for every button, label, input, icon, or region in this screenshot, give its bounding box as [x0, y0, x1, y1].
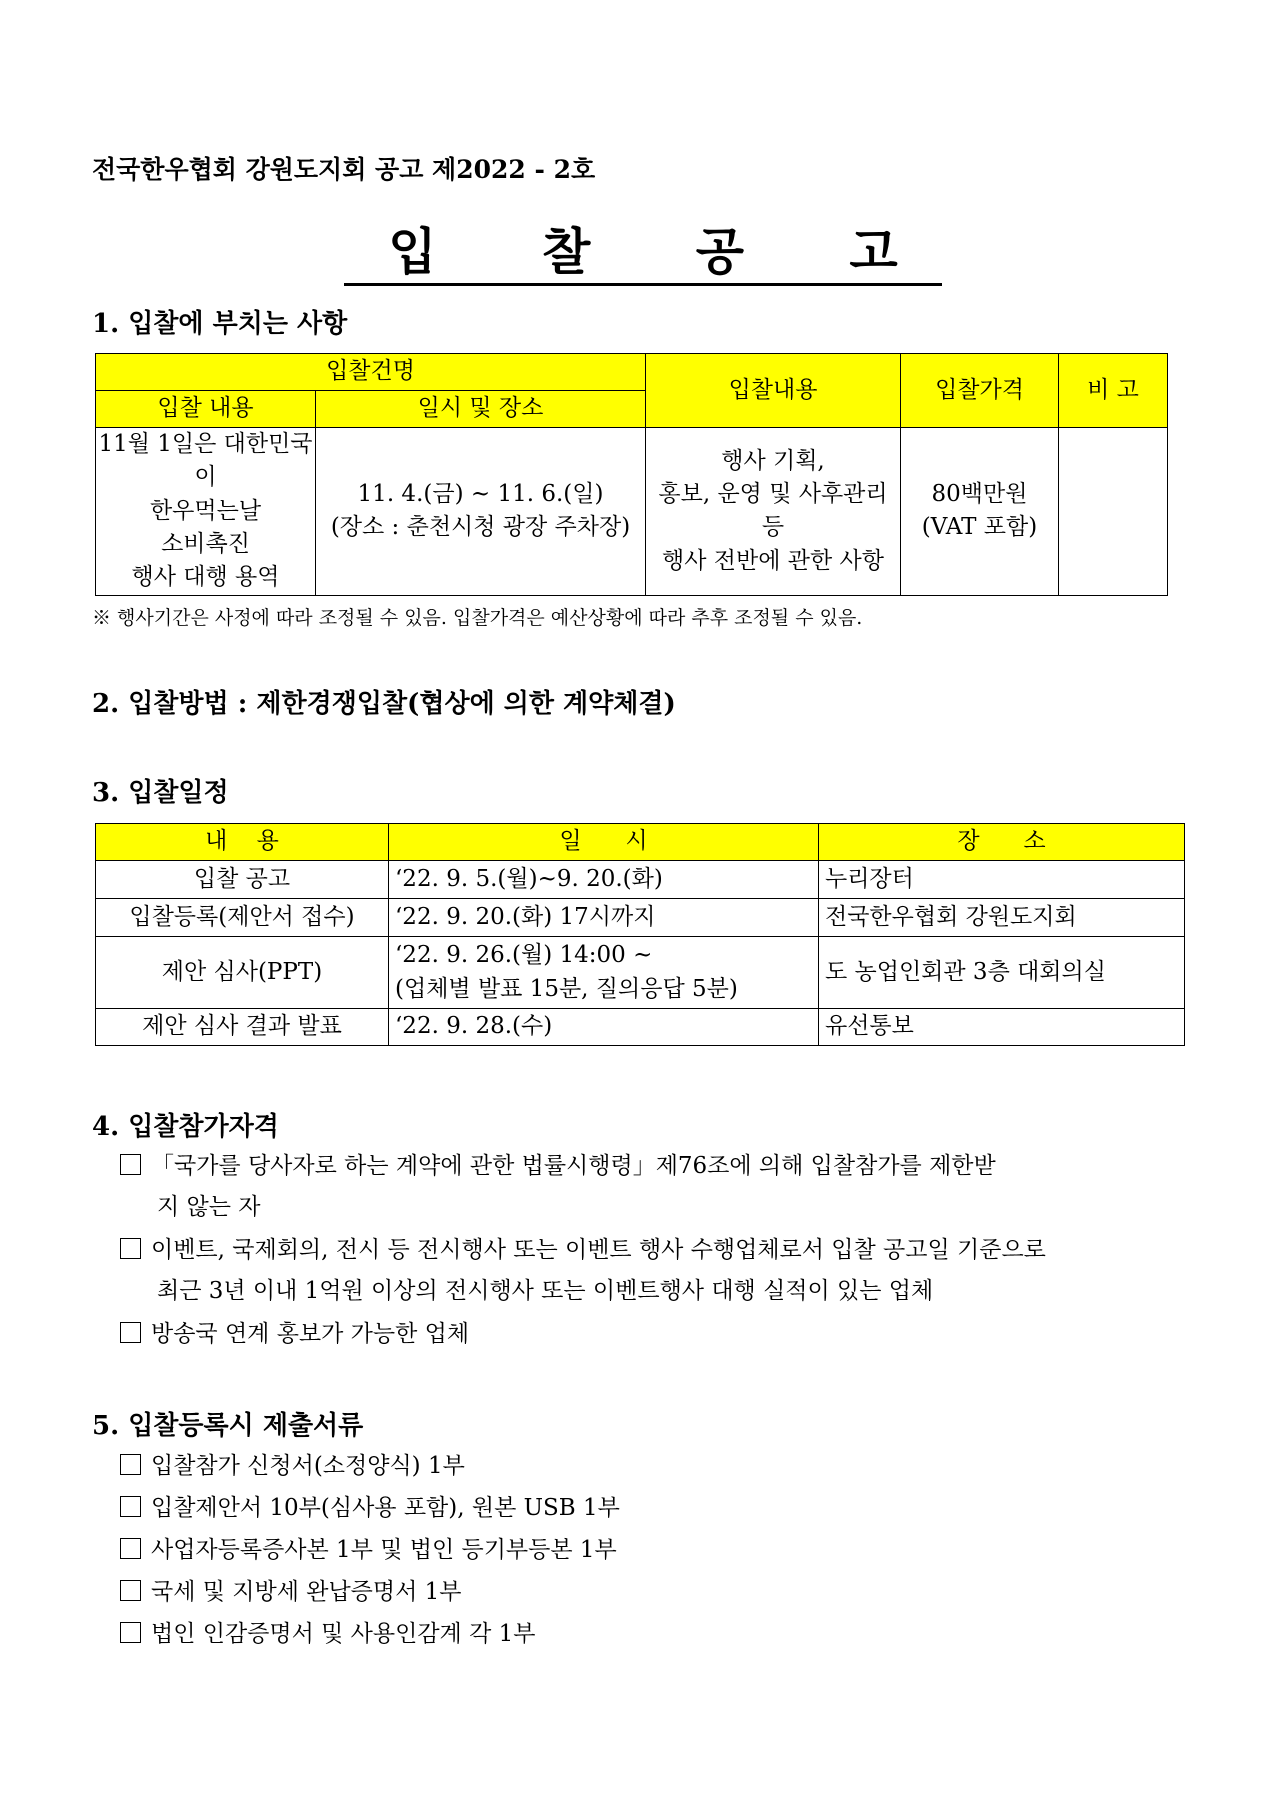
checkbox-icon [120, 1538, 141, 1559]
schedule-row-content: 입찰등록(제안서 접수) [96, 899, 389, 937]
section5-heading: 5. 입찰등록시 제출서류 [92, 1411, 364, 1441]
section1-heading: 1. 입찰에 부치는 사항 [92, 309, 348, 339]
col-bid-price: 입찰가격 [901, 354, 1059, 428]
cell-remark [1059, 428, 1168, 596]
qualification-line-cont: 최근 3년 이내 1억원 이상의 전시행사 또는 이벤트행사 대행 실적이 있는 업체 [157, 1278, 934, 1304]
schedule-datetime-line: ‘22. 9. 26.(월) 14:00 ~ [395, 942, 653, 969]
schedule-row-place: 도 농업인회관 3층 대회의실 [819, 937, 1185, 1009]
cell-datetime-line: 11. 4.(금) ~ 11. 6.(일) [357, 481, 604, 508]
col-remark: 비 고 [1059, 354, 1168, 428]
schedule-row-content: 제안 심사 결과 발표 [96, 1009, 389, 1046]
schedule-row-content: 입찰 공고 [96, 861, 389, 899]
schedule-table [95, 823, 1185, 1046]
schedule-row-datetime: ‘22. 9. 28.(수) [389, 1009, 819, 1046]
schedule-row-datetime [389, 937, 819, 1009]
cell-content-line: 11월 1일은 대한민국이 [98, 431, 313, 491]
schedule-row-place: 전국한우협회 강원도지회 [819, 899, 1185, 937]
document-item-label: 사업자등록증사본 1부 및 법인 등기부등본 1부 [151, 1537, 617, 1563]
cell-bid-content-line: 행사 기획, [721, 447, 825, 474]
document-item-label: 입찰참가 신청서(소정양식) 1부 [151, 1453, 465, 1479]
document-item [120, 1530, 1170, 1571]
schedule-row-datetime: ‘22. 9. 5.(월)~9. 20.(화) [389, 861, 819, 899]
qualification-item [120, 1314, 1170, 1355]
document-item-label: 입찰제안서 10부(심사용 포함), 원본 USB 1부 [151, 1495, 620, 1521]
document-item [120, 1488, 1170, 1529]
qualification-item [120, 1230, 1170, 1312]
col-bid-content: 입찰내용 [646, 354, 901, 428]
cell-bid-content [646, 428, 901, 596]
checkbox-icon [120, 1322, 141, 1343]
cell-place-line: (장소 : 춘천시청 광장 주차장) [330, 514, 631, 541]
qualification-line: 「국가를 당사자로 하는 계약에 관한 법률시행령」제76조에 의해 입찰참가를 제한받 [151, 1153, 996, 1179]
schedule-row-datetime: ‘22. 9. 20.(화) 17시까지 [389, 899, 819, 937]
document-title [0, 212, 1286, 284]
checkbox-icon [120, 1454, 141, 1475]
schedule-row-place: 누리장터 [819, 861, 1185, 899]
schedule-col-place: 장 소 [819, 824, 1185, 861]
cell-bid-content-line: 홍보, 운영 및 사후관리 등 [658, 481, 888, 541]
section2-heading: 2. 입찰방법 : 제한경쟁입찰(협상에 의한 계약체결) [92, 689, 676, 719]
qualification-line-cont: 지 않는 자 [157, 1194, 261, 1220]
document-item [120, 1572, 1170, 1613]
schedule-row-place: 유선통보 [819, 1009, 1185, 1046]
cell-content [96, 428, 316, 596]
checkbox-icon [120, 1580, 141, 1601]
document-item [120, 1446, 1170, 1487]
qualification-item [120, 1146, 1170, 1228]
cell-price-line: 80백만원 [931, 481, 1028, 508]
bid-items-table [95, 353, 1168, 596]
qualification-line: 이벤트, 국제회의, 전시 등 전시행사 또는 이벤트 행사 수행업체로서 입찰 공고일 기준으로 [151, 1237, 1046, 1263]
section1-note: ※ 행사기간은 사정에 따라 조정될 수 있음. 입찰가격은 예산상황에 따라 추후 조정될 수 있음. [92, 607, 863, 629]
document-item-label: 국세 및 지방세 완납증명서 1부 [151, 1579, 462, 1605]
col-bid-name: 입찰건명 [96, 354, 646, 391]
cell-bid-content-line: 행사 전반에 관한 사항 [662, 547, 884, 574]
document-title-text: 입 찰 공 고 [344, 222, 941, 286]
section3-heading: 3. 입찰일정 [92, 778, 229, 808]
checkbox-icon [120, 1622, 141, 1643]
cell-content-line: 행사 대행 용역 [131, 564, 280, 591]
document-item-label: 법인 인감증명서 및 사용인감계 각 1부 [151, 1621, 536, 1647]
schedule-col-content: 내 용 [96, 824, 389, 861]
checkbox-icon [120, 1238, 141, 1259]
schedule-datetime-line: (업체별 발표 15분, 질의응답 5분) [395, 975, 738, 1002]
checkbox-icon [120, 1154, 141, 1175]
qualification-line: 방송국 연계 홍보가 가능한 업체 [151, 1321, 470, 1347]
schedule-col-datetime: 일 시 [389, 824, 819, 861]
document-item [120, 1614, 1170, 1655]
col-datetime-place: 일시 및 장소 [316, 391, 646, 428]
col-content: 입찰 내용 [96, 391, 316, 428]
notice-number: 전국한우협회 강원도지회 공고 제2022 - 2호 [92, 155, 596, 184]
cell-datetime-place [316, 428, 646, 596]
schedule-row-content: 제안 심사(PPT) [96, 937, 389, 1009]
section4-heading: 4. 입찰참가자격 [92, 1112, 279, 1142]
cell-price-line: (VAT 포함) [921, 514, 1038, 541]
cell-content-line: 한우먹는날 [149, 497, 262, 524]
cell-content-line: 소비촉진 [161, 531, 250, 558]
checkbox-icon [120, 1496, 141, 1517]
cell-price [901, 428, 1059, 596]
